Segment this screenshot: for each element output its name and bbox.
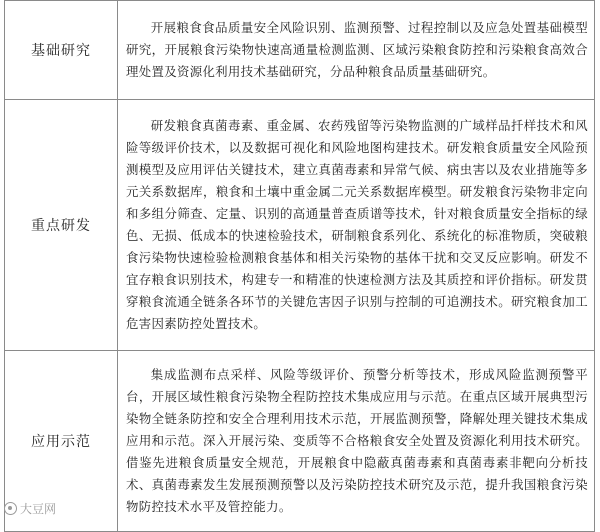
row-label-basic-research: 基础研究 bbox=[5, 1, 118, 100]
research-table bbox=[4, 0, 595, 532]
row-content-application-demo: 集成监测布点采样、风险等级评价、预警分析等技术，形成风险监测预警平台，开展区域性粮食污染物全程防控技术集成应用与示范。在重点区域开展典型污染物全链条防控和安全合理利用技术示范，开展监测预警，降解处理关键技术集成应用和示范。深入开展污染、变质等不合格粮食安全处置及资源化利用技术研究。借鉴先进粮食质量安全规范，开展粮食中隐蔽真菌毒素和真菌毒素非靶向分析技术、真菌毒素发生发展预测预警以及污染防控技术研究及示范，提升我国粮食污染物防控技术水平及管控能力。 bbox=[118, 351, 595, 532]
watermark-logo-icon bbox=[4, 502, 17, 515]
watermark-text: 大豆网 bbox=[20, 502, 57, 516]
row-label-key-rd: 重点研发 bbox=[5, 100, 118, 351]
row-label-application-demo: 应用示范 bbox=[5, 351, 118, 532]
row-content-basic-research: 开展粮食食品质量安全风险识别、监测预警、过程控制以及应急处置基础模型研究，开展粮食污染物快速高通量检测监测、区域污染粮食防控和污染粮食高效合理处置及资源化利用技术基础研究，分品种粮食品质量基础研究。 bbox=[118, 1, 595, 100]
row-content-key-rd: 研发粮食真菌毒素、重金属、农药残留等污染物监测的广域样品扦样技术和风险等级评价技术，以及数据可视化和风险地图构建技术。研发粮食质量安全风险预测模型及应用评估关键技术，建立真菌毒素和异常气候、病虫害以及农业措施等多元关系数据库，粮食和土壤中重金属二元关系数据库模型。研发粮食污染物非定向和多组分筛查、定量、识别的高通量普查质谱等技术，针对粮食质量安全指标的绿色、无损、低成本的快速检验技术，研制粮食系列化、系统化的标准物质，突破粮食污染物快速检验检测粮食基体和相关污染物的基体干扰和交叉反应影响。研发不宜存粮食识别技术，构建专一和精准的快速检测方法及其质控和评价指标。研发贯穿粮食流通全链条各环节的关键危害因子识别与控制的可追溯技术。研究粮食加工危害因素防控处置技术。 bbox=[118, 100, 595, 351]
watermark bbox=[4, 500, 56, 517]
table-row bbox=[5, 351, 595, 532]
table-row bbox=[5, 100, 595, 351]
table-row bbox=[5, 1, 595, 100]
